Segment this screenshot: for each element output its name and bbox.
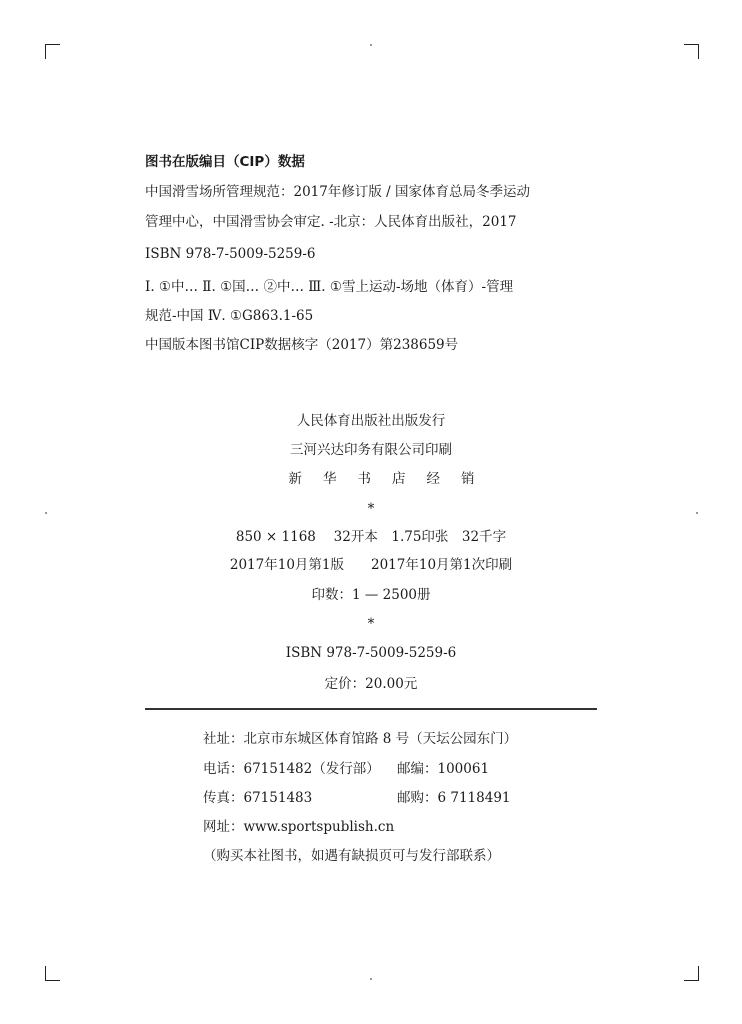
printer-line: 三河兴达印务有限公司印刷 xyxy=(290,442,452,458)
crop-mark-bottom-right xyxy=(684,966,699,981)
crop-mark-bottom-left xyxy=(45,966,60,981)
website-line: 网址：www.sportspublish.cn xyxy=(203,819,395,835)
cip-title: 图书在版编目（CIP）数据 xyxy=(145,154,305,170)
publisher-line: 人民体育出版社出版发行 xyxy=(296,413,446,429)
phone-row xyxy=(203,760,490,778)
registration-dot-top xyxy=(370,44,372,46)
fax-line: 传真：67151483 xyxy=(203,790,313,806)
divider-rule xyxy=(145,708,597,710)
cip-line-2: 管理中心，中国滑雪协会审定. -北京：人民体育出版社，2017 xyxy=(145,214,517,230)
note-line: （购买本社图书，如遇有缺损页可与发行部联系） xyxy=(203,848,500,864)
address-line: 社址：北京市东城区体育馆路 8 号（天坛公园东门） xyxy=(203,731,518,747)
specs-line: 850 × 1168 32开本 1.75印张 32千字 xyxy=(235,529,507,545)
mail-order-line: 邮购：6 7118491 xyxy=(397,790,511,806)
fax-row xyxy=(203,789,511,807)
cip-record-number: 中国版本图书馆CIP数据核字（2017）第238659号 xyxy=(145,337,459,353)
cip-classification-2: 规范-中国 Ⅳ. ①G863.1-65 xyxy=(145,308,314,324)
distributor-line: 新华书店经销 xyxy=(288,471,496,487)
edition-line: 2017年10月第1版 2017年10月第1次印刷 xyxy=(229,557,513,573)
price-line: 定价：20.00元 xyxy=(324,676,418,692)
crop-mark-top-right xyxy=(684,44,699,59)
postcode-line: 邮编：100061 xyxy=(397,761,490,777)
imprint-isbn: ISBN 978-7-5009-5259-6 xyxy=(285,645,457,661)
phone-line: 电话：67151482（发行部） xyxy=(203,761,380,777)
crop-mark-top-left xyxy=(45,44,60,59)
cip-classification-1: Ⅰ. ①中… Ⅱ. ①国… ②中… Ⅲ. ①雪上运动-场地（体育）-管理 xyxy=(145,279,514,295)
registration-dot-bottom xyxy=(370,978,372,980)
separator-star-2: * xyxy=(367,616,375,632)
print-count-line: 印数：1 — 2500册 xyxy=(311,587,431,603)
separator-star-1: * xyxy=(367,501,375,517)
cip-line-1: 中国滑雪场所管理规范：2017年修订版 / 国家体育总局冬季运动 xyxy=(145,184,530,200)
cip-isbn: ISBN 978-7-5009-5259-6 xyxy=(145,246,316,262)
